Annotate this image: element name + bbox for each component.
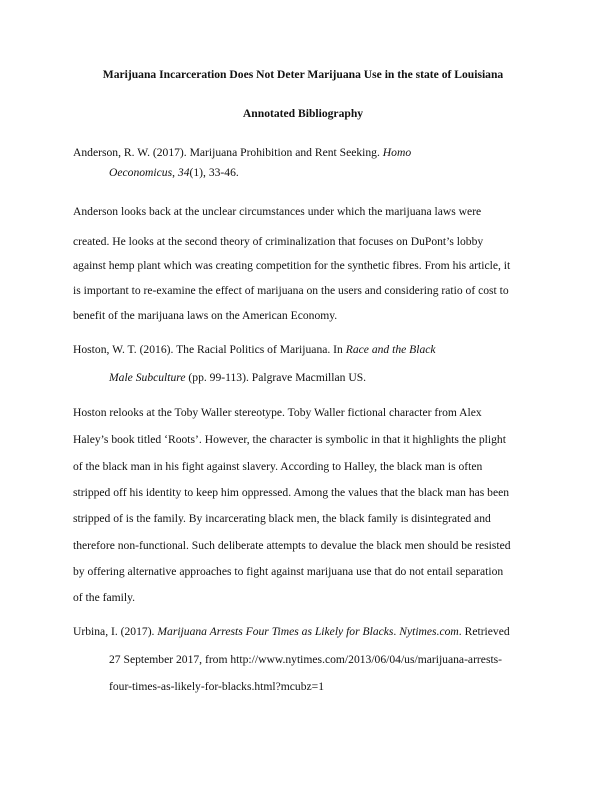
book-title: Male Subculture (109, 371, 186, 384)
annotation-line: by offering alternative approaches to fight against marijuana use that do not entail separation (73, 565, 504, 578)
annotation-line: stripped of is the family. By incarcerating black men, the black family is disintegrated and (73, 512, 491, 525)
citation-anderson-line-1 (73, 146, 411, 160)
journal-title: Homo (382, 146, 412, 159)
annotation-line: against hemp plant which was creating competition for the synthetic fibres. From his article, it (73, 259, 511, 272)
annotation-line: Hoston relooks at the Toby Waller stereotype. Toby Waller fictional character from Alex (73, 406, 482, 419)
volume-number: 34 (177, 166, 190, 179)
article-title: Marijuana Arrests Four Times as Likely for Blacks (157, 625, 394, 638)
book-title: Race and the Black (345, 343, 436, 356)
citation-text: Urbina, I. (2017). (73, 625, 158, 638)
citation-anderson-line-2 (109, 166, 239, 180)
annotation-line: of the family. (73, 591, 136, 604)
annotation-line: stripped off his identity to keep him oppressed. Among the values that the black man has been (73, 486, 510, 499)
citation-text: Anderson, R. W. (2017). Marijuana Prohibition and Rent Seeking. (73, 146, 383, 159)
citation-hoston-line-2 (109, 371, 366, 385)
document-subtitle: Annotated Bibliography (242, 107, 364, 120)
citation-text: , (172, 166, 178, 179)
document-title: Marijuana Incarceration Does Not Deter Marijuana Use in the state of Louisiana (102, 68, 504, 81)
citation-text: (1), 33-46. (189, 166, 239, 179)
citation-text: . Retrieved (458, 625, 510, 638)
annotation-line: therefore non-functional. Such deliberate attempts to devalue the black men should be resisted (73, 539, 511, 552)
citation-urbina-line-1 (73, 625, 510, 639)
citation-urbina-line-3: four-times-as-likely-for-blacks.html?mcubz=1 (109, 680, 325, 693)
citation-text: . (393, 625, 400, 638)
annotation-line: is important to re-examine the effect of marijuana on the users and considering ratio of cost to (73, 284, 509, 297)
annotation-line: created. He looks at the second theory of criminalization that focuses on DuPont’s lobby (73, 235, 484, 248)
annotation-line: benefit of the marijuana laws on the American Economy. (73, 309, 338, 322)
citation-text: (pp. 99-113). Palgrave Macmillan US. (185, 371, 367, 384)
journal-title: Oeconomicus (109, 166, 173, 179)
annotation-line: Anderson looks back at the unclear circumstances under which the marijuana laws were (73, 205, 482, 218)
citation-hoston-line-1 (73, 343, 436, 357)
citation-urbina-line-2: 27 September 2017, from http://www.nytimes.com/2013/06/04/us/marijuana-arrests- (109, 653, 503, 666)
citation-text: Hoston, W. T. (2016). The Racial Politics of Marijuana. In (73, 343, 346, 356)
website-name: Nytimes.com (399, 625, 459, 638)
annotation-line: of the black man in his fight against slavery. According to Halley, the black man is often (73, 460, 483, 473)
annotation-line: Haley’s book titled ‘Roots’. However, the character is symbolic in that it highlights the plight (73, 433, 506, 446)
